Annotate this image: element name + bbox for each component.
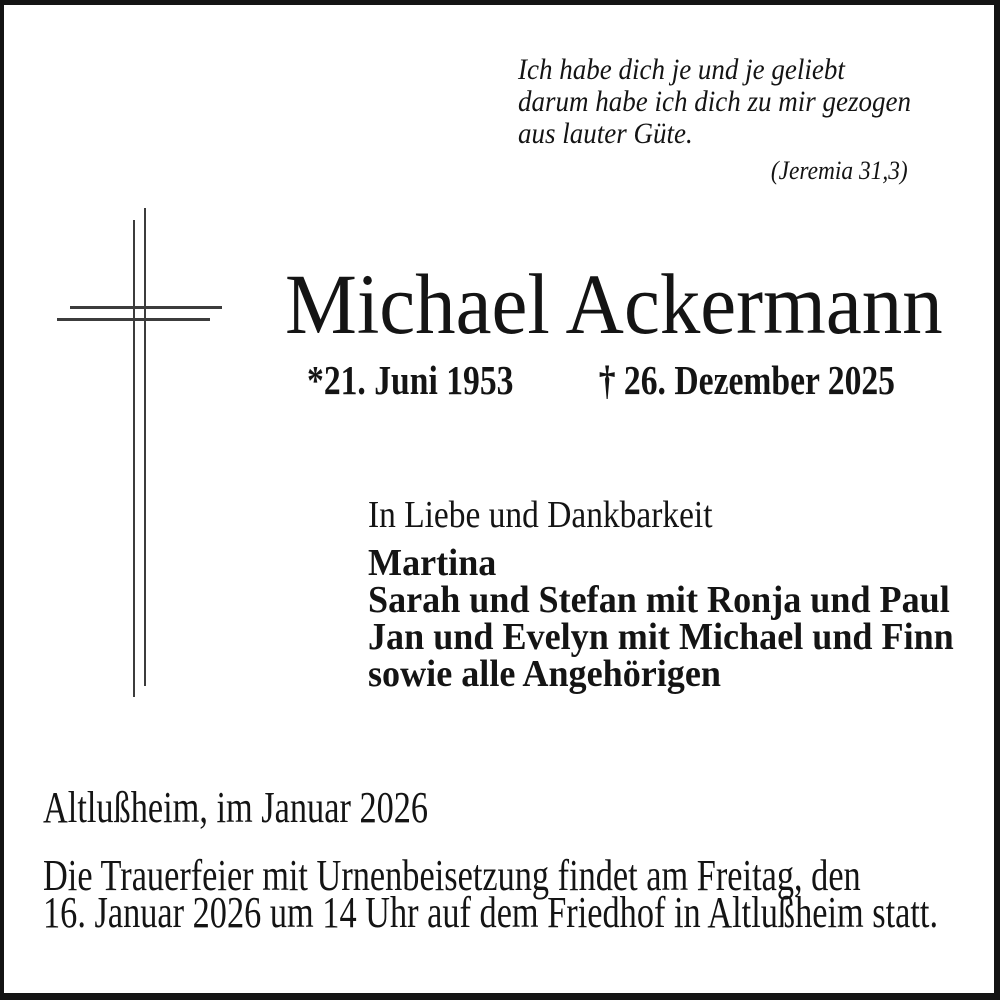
life-dates xyxy=(305,357,897,403)
bible-quote xyxy=(518,53,911,187)
funeral-info-line: Die Trauerfeier mit Urnenbeisetzung findet am Freitag, den xyxy=(43,851,861,900)
cross-horizontal-line xyxy=(57,318,210,321)
mourners-list xyxy=(368,542,954,695)
closing-block xyxy=(368,496,985,693)
mourner-line: Jan und Evelyn mit Michael und Finn xyxy=(368,616,954,658)
quote-line: Ich habe dich je und je geliebt xyxy=(518,53,845,86)
place-date-line: Altlußheim, im Januar 2026 xyxy=(43,783,429,832)
quote-line: aus lauter Güte. xyxy=(518,117,693,150)
closing-intro: In Liebe und Dankbarkeit xyxy=(368,494,713,536)
cross-horizontal-line xyxy=(70,306,222,309)
quote-attribution: (Jeremia 31,3) xyxy=(770,156,908,185)
deceased-name xyxy=(265,256,943,352)
mourner-line: Sarah und Stefan mit Ronja und Paul xyxy=(368,579,950,621)
quote-line: darum habe ich dich zu mir gezogen xyxy=(518,85,911,118)
mourner-line: Martina xyxy=(368,542,497,584)
cross-vertical-line xyxy=(133,220,135,697)
death-date: † 26. Dezember 2025 xyxy=(598,357,895,403)
cross-vertical-line xyxy=(144,208,146,686)
deceased-name-text: Michael Ackermann xyxy=(284,256,943,352)
mourner-line: sowie alle Angehörigen xyxy=(368,653,721,695)
funeral-info xyxy=(43,851,939,937)
funeral-info-line: 16. Januar 2026 um 14 Uhr auf dem Friedhof in Altlußheim statt. xyxy=(43,888,939,937)
birth-date: *21. Juni 1953 xyxy=(307,357,514,403)
